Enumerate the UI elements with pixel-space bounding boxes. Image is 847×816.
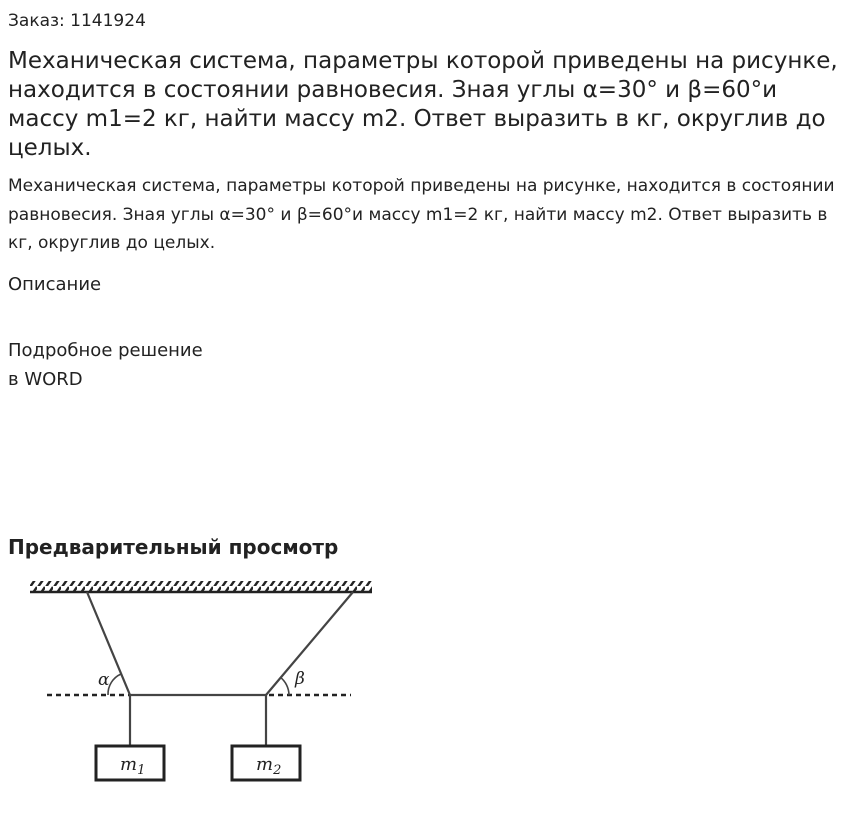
beta-arc [280, 677, 289, 695]
mass-1-label: $m_1$ [120, 754, 146, 778]
preview-figure [21, 576, 381, 788]
ceiling [30, 581, 372, 592]
right-rope [266, 592, 353, 695]
ceiling-hatching [30, 581, 372, 591]
order-number: Заказ: 1141924 [8, 11, 146, 31]
description-label: Описание [8, 274, 102, 295]
description-line-2: в WORD [8, 369, 83, 390]
problem-body: Механическая система, параметры которой приведены на рисунке, находится в состоянии равновесия. Зная углы α=30° и β=60°и массу m1=2 кг, найти массу m2. Ответ выразить в кг, округлив до целых. [8, 176, 835, 253]
alpha-label: α [98, 670, 110, 690]
preview-title: Предварительный просмотр [8, 535, 339, 559]
mass-1 [96, 746, 164, 780]
beta-label: β [295, 669, 305, 689]
problem-heading: Механическая система, параметры которой приведены на рисунке, находится в состоянии равновесия. Зная углы α=30° и β=60°и массу m1=2 кг, найти массу m2. Ответ выразить в кг, округлив до целых. [8, 48, 838, 161]
description-line-1: Подробное решение [8, 340, 203, 361]
mechanics-diagram [21, 576, 381, 788]
mass-2 [232, 746, 300, 780]
mass-2-label: $m_2$ [256, 754, 282, 778]
description-text [8, 336, 203, 394]
alpha-arc [108, 674, 121, 695]
